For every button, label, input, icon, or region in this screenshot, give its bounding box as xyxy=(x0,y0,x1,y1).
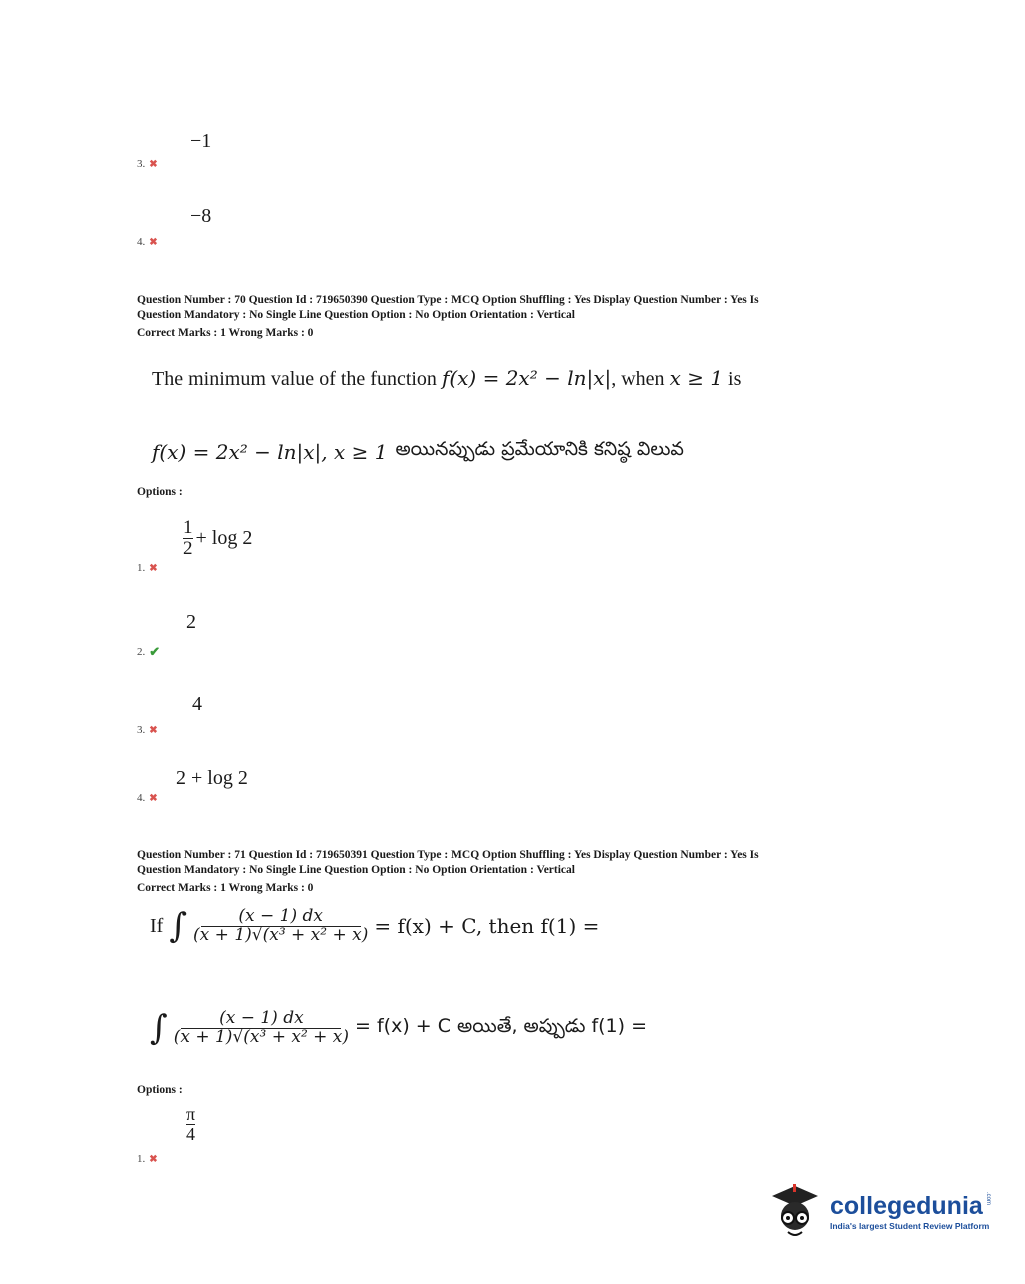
q70-option-3-value: 4 xyxy=(192,693,202,715)
q71-meta xyxy=(137,848,759,896)
q70-meta xyxy=(137,293,759,341)
q70-en-function: f(x) = 2x² − ln|x| xyxy=(441,366,612,390)
q70-options-label: Options : xyxy=(137,486,183,498)
q71-en-integrand-denominator: (x + 1)√(x³ + x² + x) xyxy=(193,924,369,945)
q71-option-1 xyxy=(137,1153,158,1165)
integral-icon: ∫ xyxy=(150,1008,168,1049)
q71-en-if: If xyxy=(150,914,164,937)
q70-question-english xyxy=(152,366,741,391)
q70-option-4 xyxy=(137,792,158,804)
q70-en-prefix: The minimum value of the function xyxy=(152,368,437,390)
q71-te-integrand-numerator: (x − 1) dx xyxy=(219,1008,304,1028)
brand-name: collegedunia xyxy=(830,1191,983,1220)
mascot-icon xyxy=(766,1180,824,1242)
q70-te-function: f(x) = 2x² − ln|x|, x ≥ 1 xyxy=(152,439,388,464)
q71-options-label: Options : xyxy=(137,1084,183,1096)
prev-option-4-number: 4. xyxy=(137,236,146,248)
q71-meta-line3: Correct Marks : 1 Wrong Marks : 0 xyxy=(137,882,314,894)
q70-option-4-value: 2 + log 2 xyxy=(176,767,248,789)
brand-logo xyxy=(766,1180,991,1242)
q71-meta-line1: Question Number : 71 Question Id : 719650391 Question Type : MCQ Option Shuffling : Yes Display Question Number : Yes Is xyxy=(137,849,759,861)
cross-icon: ✖ xyxy=(149,158,158,170)
brand-suffix: .com xyxy=(984,1191,991,1205)
q70-meta-line3: Correct Marks : 1 Wrong Marks : 0 xyxy=(137,327,314,339)
cross-icon: ✖ xyxy=(149,792,158,804)
q71-te-rhs: = f(x) + C అయితే, అప్పుడు f(1) = xyxy=(355,1014,648,1037)
q71-te-integrand-denominator: (x + 1)√(x³ + x² + x) xyxy=(173,1026,350,1047)
q71-option-1-value xyxy=(186,1105,195,1144)
prev-option-3 xyxy=(137,158,158,170)
q70-option-1 xyxy=(137,562,158,574)
q70-en-condition: x ≥ 1 xyxy=(669,366,724,390)
q70-en-when: , when xyxy=(611,368,665,390)
prev-option-4-value: −8 xyxy=(190,205,212,227)
q70-option-2-value: 2 xyxy=(186,611,196,633)
q71-question-telugu xyxy=(150,1010,647,1047)
q70-te-text: అయినప్పుడు ప్రమేయానికి కనిష్ఠ విలువ xyxy=(395,438,684,460)
q71-option-1-denominator: 4 xyxy=(186,1123,196,1144)
q70-option-1-numerator: 1 xyxy=(183,517,193,538)
q70-option-1-denominator: 2 xyxy=(183,537,193,559)
q71-meta-line2: Question Mandatory : No Single Line Question Option : No Option Orientation : Vertical xyxy=(137,864,575,876)
prev-option-3-number: 3. xyxy=(137,158,146,170)
cross-icon: ✖ xyxy=(149,562,158,574)
cross-icon: ✖ xyxy=(149,724,158,736)
q70-option-4-number: 4. xyxy=(137,792,146,804)
brand-tagline: India's largest Student Review Platform xyxy=(830,1220,990,1231)
q71-en-rhs: = f(x) + C, then f(1) = xyxy=(374,914,600,939)
q70-option-2-number: 2. xyxy=(137,646,146,658)
q70-option-3-number: 3. xyxy=(137,724,146,736)
q70-option-2 xyxy=(137,644,160,660)
q70-option-1-number: 1. xyxy=(137,562,146,574)
prev-option-4 xyxy=(137,236,158,248)
q70-en-is: is xyxy=(728,368,742,390)
check-icon: ✔ xyxy=(149,644,161,659)
cross-icon: ✖ xyxy=(149,1153,158,1165)
q71-question-english xyxy=(150,908,599,945)
q70-meta-line2: Question Mandatory : No Single Line Question Option : No Option Orientation : Vertical xyxy=(137,309,575,321)
q70-question-telugu xyxy=(152,438,684,465)
q70-option-3 xyxy=(137,724,158,736)
q71-option-1-number: 1. xyxy=(137,1153,146,1165)
q70-meta-line1: Question Number : 70 Question Id : 719650390 Question Type : MCQ Option Shuffling : Yes Display Question Number : Yes Is xyxy=(137,294,759,306)
integral-icon: ∫ xyxy=(169,906,188,947)
q70-option-1-rest: + log 2 xyxy=(195,526,253,549)
q71-option-1-numerator: π xyxy=(186,1104,196,1124)
q70-option-1-value xyxy=(183,518,252,559)
cross-icon: ✖ xyxy=(149,236,158,248)
q71-en-integrand-numerator: (x − 1) dx xyxy=(238,906,323,926)
prev-option-3-value: −1 xyxy=(190,130,212,152)
